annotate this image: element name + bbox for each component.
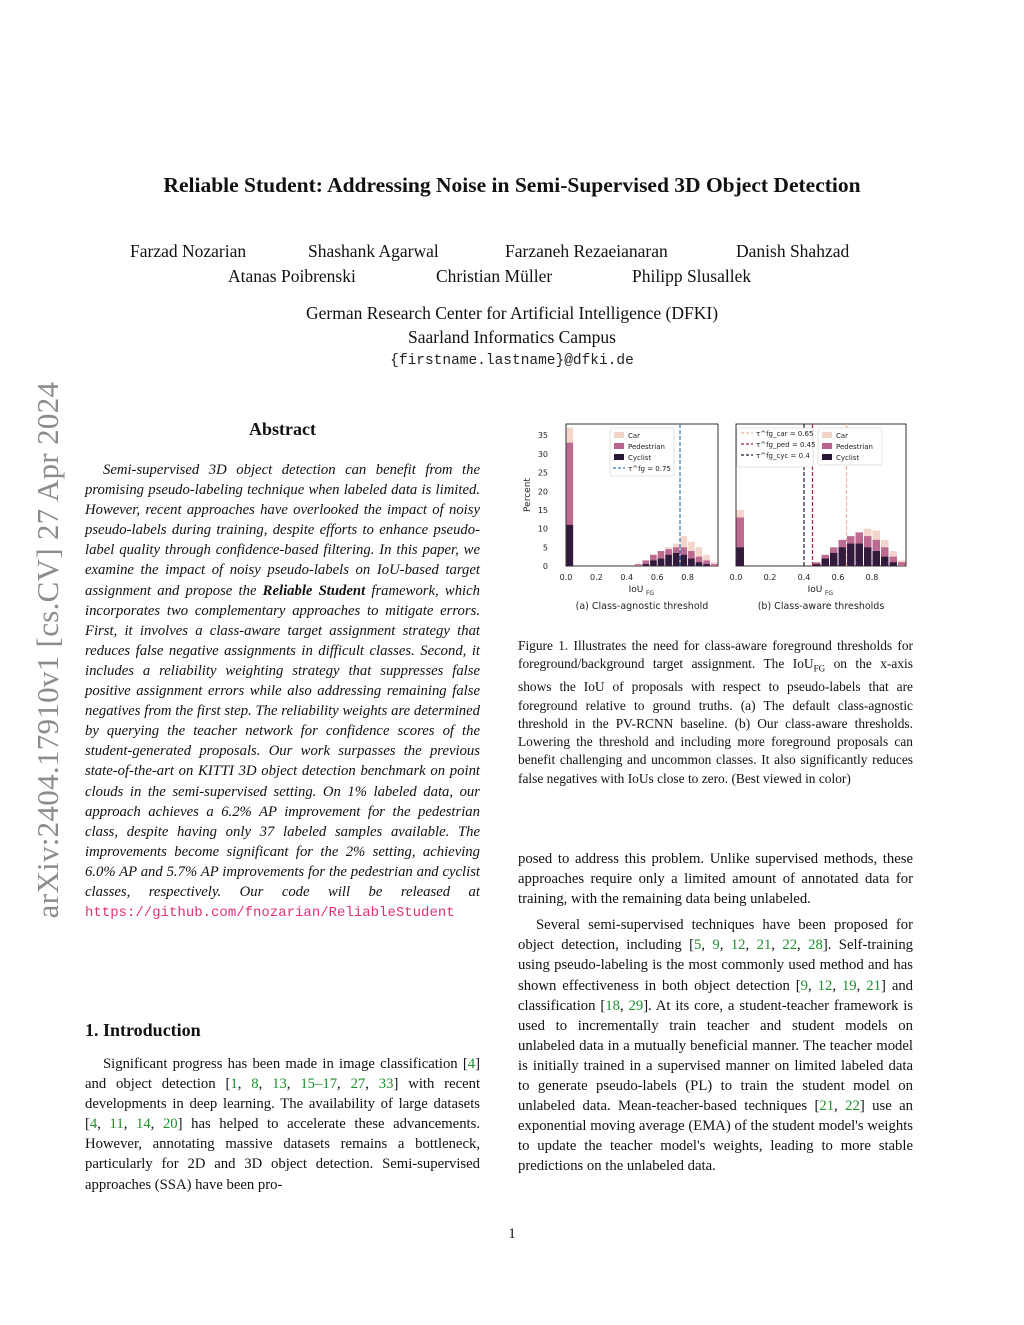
citation[interactable]: 15–17 bbox=[300, 1076, 338, 1093]
histogram-bar bbox=[658, 559, 665, 566]
citation[interactable]: 5 bbox=[693, 937, 702, 954]
author-name: Farzaneh Rezaeianaran bbox=[505, 241, 668, 261]
histogram-bar bbox=[813, 564, 821, 566]
legend-label: Pedestrian bbox=[836, 443, 873, 451]
right-column-text bbox=[518, 849, 913, 1183]
legend-swatch bbox=[822, 443, 832, 449]
x-tick-label: 0.2 bbox=[590, 573, 603, 582]
y-tick-label: 30 bbox=[537, 449, 548, 459]
citation[interactable]: 1 bbox=[230, 1076, 238, 1093]
histogram-bar bbox=[643, 564, 650, 566]
subfigure-caption: (b) Class-aware thresholds bbox=[757, 601, 885, 612]
citation[interactable]: 8 bbox=[251, 1076, 259, 1093]
histogram-bar bbox=[650, 560, 657, 566]
legend-swatch bbox=[614, 432, 624, 438]
citation[interactable]: 11 bbox=[109, 1116, 124, 1133]
histogram-bar bbox=[890, 562, 898, 566]
histogram-bar bbox=[711, 564, 718, 566]
legend-label: τ^fg = 0.75 bbox=[628, 465, 671, 473]
x-tick-label: 0.0 bbox=[559, 573, 573, 582]
histogram-bar bbox=[696, 562, 703, 566]
email: {firstname.lastname}@dfki.de bbox=[390, 353, 634, 369]
y-tick-label: 35 bbox=[537, 431, 548, 441]
citation[interactable]: 29 bbox=[628, 997, 644, 1014]
author-name: Farzad Nozarian bbox=[130, 241, 247, 261]
arxiv-watermark: arXiv:2404.17910v1 [cs.CV] 27 Apr 2024 bbox=[30, 381, 65, 919]
histogram-bar bbox=[737, 547, 745, 566]
citation[interactable]: 27 bbox=[350, 1076, 366, 1093]
citation[interactable]: 9 bbox=[712, 937, 720, 954]
citation[interactable]: 12 bbox=[730, 937, 746, 954]
y-tick-label: 20 bbox=[537, 487, 548, 497]
y-tick-label: 10 bbox=[537, 524, 548, 534]
section-heading: 1. Introduction bbox=[85, 1020, 201, 1040]
citation[interactable]: 21 bbox=[819, 1098, 835, 1115]
x-tick-label: 0.8 bbox=[681, 573, 694, 582]
paragraph: posed to address this problem. Unlike supervised methods, these approaches require only a limited amount of annotated data for training, with the remaining data being unlabeled. bbox=[518, 851, 913, 908]
x-tick-label: 0.6 bbox=[650, 573, 664, 582]
legend-label: Car bbox=[628, 432, 641, 440]
affiliation: German Research Center for Artificial Intelligence (DFKI) bbox=[305, 303, 719, 323]
code-link[interactable]: https://github.com/fnozarian/ReliableStudent bbox=[85, 905, 455, 922]
x-tick-label: 0.2 bbox=[763, 573, 777, 582]
citation[interactable]: 21 bbox=[866, 977, 881, 994]
citation[interactable]: 18 bbox=[605, 997, 620, 1014]
y-axis-label: Percent bbox=[523, 478, 533, 512]
x-tick-label: 0.6 bbox=[831, 573, 845, 582]
histogram-bar bbox=[847, 544, 855, 566]
author-name: Shashank Agarwal bbox=[308, 241, 439, 261]
legend-swatch bbox=[822, 432, 832, 438]
legend-label: Pedestrian bbox=[628, 443, 665, 451]
histogram-bar bbox=[703, 564, 710, 566]
histogram-bar bbox=[830, 553, 838, 566]
histogram-bar bbox=[839, 547, 847, 566]
histogram-bar bbox=[856, 544, 864, 566]
legend-label: τ^fg_car = 0.65 bbox=[756, 430, 814, 438]
citation[interactable]: 14 bbox=[135, 1116, 151, 1133]
y-tick-label: 0 bbox=[542, 562, 548, 571]
histogram-bar bbox=[881, 557, 889, 566]
histogram-bar bbox=[688, 559, 695, 566]
y-tick-label: 5 bbox=[542, 543, 548, 553]
legend-label: Cyclist bbox=[628, 454, 652, 462]
abstract-body: Semi-supervised 3D object detection can benefit from the promising pseudo-labeling technique when labeled data is limited. However, recent approaches have overlooked the impact of noisy pseudo-labels during training, despite efforts to enhance pseudo-label quality through confidence-based filtering. In this paper, we examine the impact of noisy pseudo-labels on IoU-based target assignment and propose the Reliable Student framework, which incorporates two complementary approaches to mitigate errors. First, it involves a class-aware target assignment strategy that reduces false negative assignments in difficult classes. Second, it includes a reliability weighting strategy that suppresses false positive assignment errors while also addressing remaining false negatives from the first step. The reliability weights are determined by querying the teacher network for confidence scores of the student-generated proposals. Our work surpasses the previous state-of-the-art on KITTI 3D object detection benchmark on point clouds in the semi-supervised setting. On 1% labeled data, our approach achieves a 6.2% AP improvement for the pedestrian class, despite having only 37 labeled samples available. The improvements become significant for the 2% setting, achieving 6.0% AP and 5.7% AP improvements for the pedestrian and cyclist classes, respectively. Our code will be released at https://github.com/fnozarian/ReliableStudent bbox=[85, 462, 480, 922]
histogram-bar bbox=[673, 553, 680, 566]
histogram-bar bbox=[873, 551, 881, 566]
paper-title: Reliable Student: Addressing Noise in Semi-Supervised 3D Object Detection bbox=[163, 173, 861, 197]
legend-swatch bbox=[822, 454, 832, 460]
x-tick-label: 0.0 bbox=[729, 573, 743, 582]
citation[interactable]: 22 bbox=[782, 937, 798, 954]
author-name: Philipp Slusallek bbox=[632, 266, 752, 286]
citation[interactable]: 19 bbox=[841, 977, 857, 994]
abstract-heading: Abstract bbox=[249, 419, 316, 439]
legend-swatch bbox=[614, 454, 624, 460]
x-axis-label-subscript: FG bbox=[645, 590, 655, 597]
x-tick-label: 0.8 bbox=[865, 573, 879, 582]
citation[interactable]: 13 bbox=[272, 1076, 287, 1093]
framework-name: Reliable Student bbox=[262, 582, 366, 599]
paragraph: Several semi-supervised techniques have been proposed for object detection, including [5, 9, 12, 21, 22, 28]. Self-training using pseudo-labeling is the most commonly used method and has shown effectiveness in both object detection [9, 12, 19, 21] and classification [18, 29]. At its core, a student-teacher framework is used to incrementally train teacher and student models on unlabeled data in a mutually beneficial manner. The teacher model is initially trained in a supervised manner on limited labeled data to generate pseudo-labels (PL) to train the student model on unlabeled data. Mean-teacher-based techniques [21, 22] use an exponential moving average (EMA) of the student model's weights to update the teacher model's weights, leading to more stable predictions on the unlabeled data. bbox=[518, 917, 914, 1175]
histogram-bar bbox=[665, 555, 672, 566]
legend-label: Car bbox=[836, 432, 849, 440]
citation[interactable]: 12 bbox=[817, 977, 833, 994]
histogram-bar bbox=[567, 525, 574, 566]
x-tick-label: 0.4 bbox=[620, 573, 634, 582]
legend-label: τ^fg_ped = 0.45 bbox=[756, 441, 816, 449]
histogram-bar bbox=[898, 562, 906, 566]
histogram-bar bbox=[635, 564, 642, 566]
author-name: Atanas Poibrenski bbox=[228, 266, 356, 286]
citation[interactable]: 4 bbox=[467, 1056, 476, 1072]
page-number: 1 bbox=[508, 1226, 516, 1242]
x-axis-label: IoU bbox=[807, 585, 823, 595]
citation[interactable]: 21 bbox=[756, 937, 772, 954]
citation[interactable]: 20 bbox=[162, 1116, 178, 1133]
intro-paragraph: Significant progress has been made in image classification [4] and object detection [1, 8, 13, 15–17, 27, 33] with recent developments in deep learning. The availability of large datasets [4, 11, 14, 20] has helped to accelerate these advancements. However, annotating massive datasets remains a bottleneck, particularly for 2D and 3D object detection. Semi-supervised approaches (SSA) have been pro- bbox=[85, 1056, 481, 1193]
citation[interactable]: 4 bbox=[89, 1116, 98, 1133]
histogram-bar bbox=[822, 559, 830, 566]
citation[interactable]: 28 bbox=[808, 937, 823, 954]
x-axis-label-subscript: FG bbox=[824, 590, 834, 597]
subfigure-caption: (a) Class-agnostic threshold bbox=[575, 601, 709, 612]
citation[interactable]: 9 bbox=[800, 977, 808, 994]
legend-swatch bbox=[614, 443, 624, 449]
histogram-bar bbox=[681, 555, 688, 566]
y-tick-label: 15 bbox=[537, 505, 548, 515]
x-tick-label: 0.4 bbox=[797, 573, 811, 582]
author-name: Christian Müller bbox=[436, 266, 553, 286]
affiliation-campus: Saarland Informatics Campus bbox=[407, 327, 616, 347]
legend-label: Cyclist bbox=[836, 454, 860, 462]
citation[interactable]: 33 bbox=[378, 1076, 394, 1093]
legend-label: τ^fg_cyc = 0.4 bbox=[756, 452, 810, 460]
author-name: Danish Shahzad bbox=[736, 241, 850, 261]
y-tick-label: 25 bbox=[537, 468, 548, 478]
figure-caption: Figure 1. Illustrates the need for class-aware foreground thresholds for foreground/background target assignment. The IoU$_{FG}$ on the x-axis shows the IoU of proposals with respect to pseudo-labels that are foreground relative to ground truths. (a) The default class-agnostic threshold in the PV-RCNN baseline. (b) Our class-aware thresholds. Lowering the threshold and including more foreground proposals can benefit challenging and uncommon classes. It also significantly reduces false negatives with IoUs close to zero. (Best viewed in color) bbox=[518, 638, 913, 786]
figure-1 bbox=[518, 418, 914, 618]
histogram-bar bbox=[864, 547, 872, 566]
citation[interactable]: 22 bbox=[845, 1098, 860, 1115]
x-axis-label: IoU bbox=[628, 585, 644, 595]
